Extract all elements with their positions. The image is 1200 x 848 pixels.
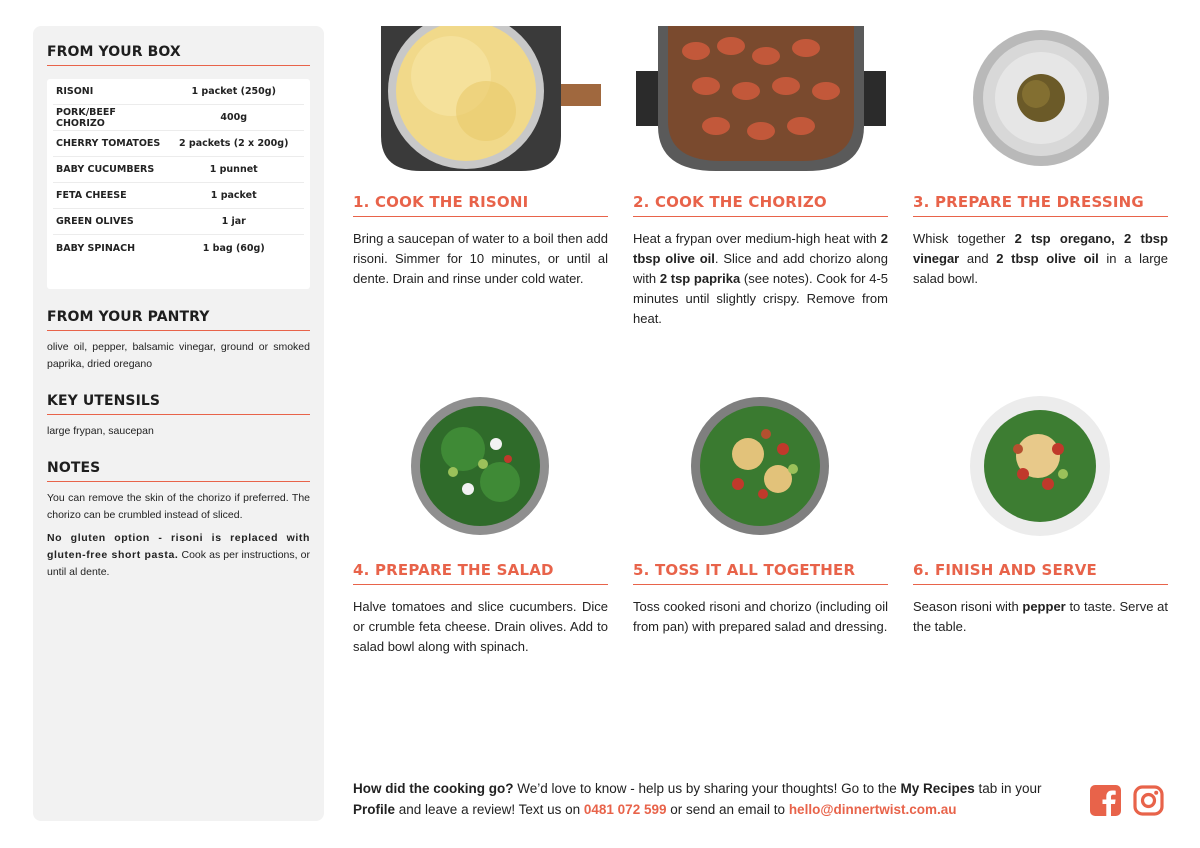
served-plate-photo bbox=[913, 394, 1168, 539]
ingredient-qty: 1 packet bbox=[210, 190, 257, 201]
ingredients-sidebar bbox=[33, 26, 324, 821]
ingredient-name: GREEN OLIVES bbox=[56, 216, 134, 227]
step-4-title: 4. PREPARE THE SALAD bbox=[353, 561, 608, 585]
step-5-text: Toss cooked risoni and chorizo (including oil from pan) with prepared salad and dressing. bbox=[633, 599, 888, 634]
pantry-section bbox=[47, 309, 310, 373]
feedback-question: How did the cooking go? bbox=[353, 781, 514, 796]
pantry-text: olive oil, pepper, balsamic vinegar, ground or smoked paprika, dried oregano bbox=[47, 341, 310, 370]
instagram-icon[interactable] bbox=[1133, 785, 1164, 816]
ingredient-name: PORK/BEEF CHORIZO bbox=[56, 106, 116, 129]
salad-bowl-photo bbox=[353, 394, 608, 539]
notes-heading: NOTES bbox=[47, 460, 310, 482]
from-your-box-heading: FROM YOUR BOX bbox=[47, 44, 310, 66]
gluten-note-bold: No gluten option - risoni is replaced with gluten-free short pasta. bbox=[47, 532, 310, 561]
step-6-text: Season risoni with pepper to taste. Serve at the table. bbox=[913, 599, 1168, 634]
notes-section bbox=[47, 460, 310, 581]
step-1-title: 1. COOK THE RISONI bbox=[353, 193, 608, 217]
social-links bbox=[1090, 785, 1164, 816]
step-2 bbox=[633, 26, 888, 329]
chorizo-in-frypan-photo bbox=[633, 26, 888, 171]
ingredient-name: RISONI bbox=[56, 86, 94, 97]
ingredients-table bbox=[47, 79, 310, 289]
ingredient-qty: 1 jar bbox=[221, 216, 246, 227]
ingredient-qty: 400g bbox=[220, 112, 248, 123]
step-3-text: Whisk together 2 tsp oregano, 2 tbsp vinegar and 2 tbsp olive oil in a large salad bowl. bbox=[913, 231, 1169, 286]
feedback-footer: How did the cooking go? We’d love to know - help us by sharing your thoughts! Go to the My Recipes tab in your Profile and leave a review! Text us on 0481 072 599 or send an email to hello@dinnertwist.com.au bbox=[353, 781, 1042, 817]
step-6 bbox=[913, 394, 1168, 637]
from-your-pantry-heading: FROM YOUR PANTRY bbox=[47, 309, 310, 331]
table-row bbox=[53, 235, 304, 261]
gluten-note-rest: Cook as per instructions, or until al dente. bbox=[47, 549, 310, 578]
table-row bbox=[53, 79, 304, 105]
step-1 bbox=[353, 26, 608, 289]
ingredient-name: CHERRY TOMATOES bbox=[56, 138, 161, 149]
phone-number[interactable]: 0481 072 599 bbox=[583, 802, 667, 817]
ingredient-qty: 1 bag (60g) bbox=[202, 242, 265, 254]
utensils-section bbox=[47, 393, 310, 440]
step-5-title: 5. TOSS IT ALL TOGETHER bbox=[633, 561, 888, 585]
ingredient-name: FETA CHEESE bbox=[56, 190, 127, 201]
step-6-title: 6. FINISH AND SERVE bbox=[913, 561, 1168, 585]
ingredient-name: BABY SPINACH bbox=[56, 242, 136, 254]
facebook-icon[interactable] bbox=[1090, 785, 1121, 816]
table-row bbox=[53, 157, 304, 183]
profile-link[interactable]: Profile bbox=[353, 802, 396, 817]
email-link[interactable]: hello@dinnertwist.com.au bbox=[788, 802, 957, 817]
tossed-salad-photo bbox=[633, 394, 888, 539]
step-3 bbox=[913, 26, 1168, 289]
ingredient-qty: 1 packet (250g) bbox=[191, 86, 276, 97]
step-3-title: 3. PREPARE THE DRESSING bbox=[913, 193, 1168, 217]
my-recipes-link[interactable]: My Recipes bbox=[900, 781, 975, 796]
notes-text: You can remove the skin of the chorizo if preferred. The chorizo can be crumbled instead of sliced. bbox=[47, 492, 310, 521]
key-utensils-heading: KEY UTENSILS bbox=[47, 393, 310, 415]
table-row bbox=[53, 105, 304, 131]
ingredient-qty: 2 packets (2 x 200g) bbox=[178, 138, 289, 149]
step-2-text: Heat a frypan over medium-high heat with 2 tbsp olive oil. Slice and add chorizo along with 2 tsp paprika (see notes). Cook for 4-5 minutes until slightly crispy. Remove from heat. bbox=[633, 231, 888, 326]
step-2-title: 2. COOK THE CHORIZO bbox=[633, 193, 888, 217]
step-4 bbox=[353, 394, 608, 657]
table-row bbox=[53, 131, 304, 157]
gluten-note bbox=[47, 530, 310, 581]
table-row bbox=[53, 209, 304, 235]
table-row bbox=[53, 183, 304, 209]
risoni-in-colander-photo bbox=[353, 26, 608, 171]
step-4-text: Halve tomatoes and slice cucumbers. Dice or crumble feta cheese. Drain olives. Add to salad bowl along with spinach. bbox=[353, 599, 608, 654]
utensils-text: large frypan, saucepan bbox=[47, 425, 154, 437]
ingredient-name: BABY CUCUMBERS bbox=[56, 164, 155, 175]
dressing-in-bowl-photo bbox=[913, 26, 1168, 171]
step-5 bbox=[633, 394, 888, 637]
step-1-text: Bring a saucepan of water to a boil then add risoni. Simmer for 10 minutes, or until al dente. Drain and rinse under cold water. bbox=[353, 231, 608, 286]
ingredient-qty: 1 punnet bbox=[209, 164, 258, 175]
